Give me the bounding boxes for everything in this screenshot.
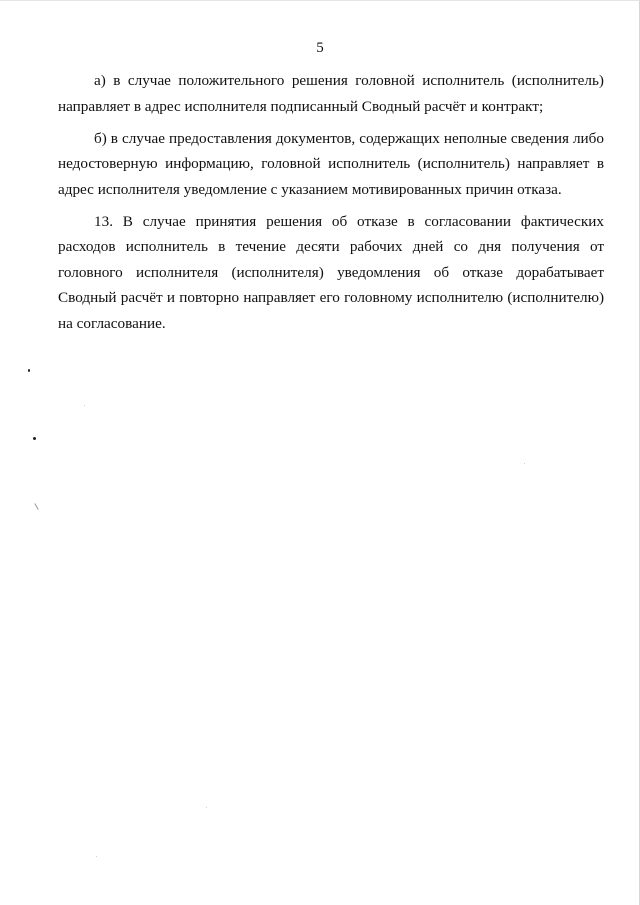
page-number: 5: [316, 40, 324, 56]
scan-speck: [206, 807, 207, 808]
paragraph-13-refusal: 13. В случае принятия решения об отказе в согласовании фактических расходов исполнитель в течение десяти рабочих дней со дня получения от головного исполнителя (исполнителя) уведомления об отказе дорабатывает Сводный расчёт и повторно направляет его головному исполнителю (исполнителю) на согласование.: [58, 212, 604, 332]
document-body: [58, 68, 604, 343]
paragraph-a-positive-decision: а) в случае положительного решения головной исполнитель (исполнитель) направляет в адрес исполнителя подписанный Сводный расчёт и контракт;: [58, 72, 604, 115]
scan-speck: [34, 503, 38, 510]
paragraph-b-incomplete-documents: б) в случае предоставления документов, содержащих неполные сведения либо недостоверную информацию, головной исполнитель (исполнитель) направляет в адрес исполнителя уведомление с указанием мотивированных причин отказа.: [58, 129, 604, 198]
scan-speck: [524, 463, 525, 464]
scan-speck: [96, 856, 97, 857]
scan-speck: [33, 437, 36, 440]
scan-speck: [84, 405, 85, 406]
scan-speck: [28, 369, 30, 372]
